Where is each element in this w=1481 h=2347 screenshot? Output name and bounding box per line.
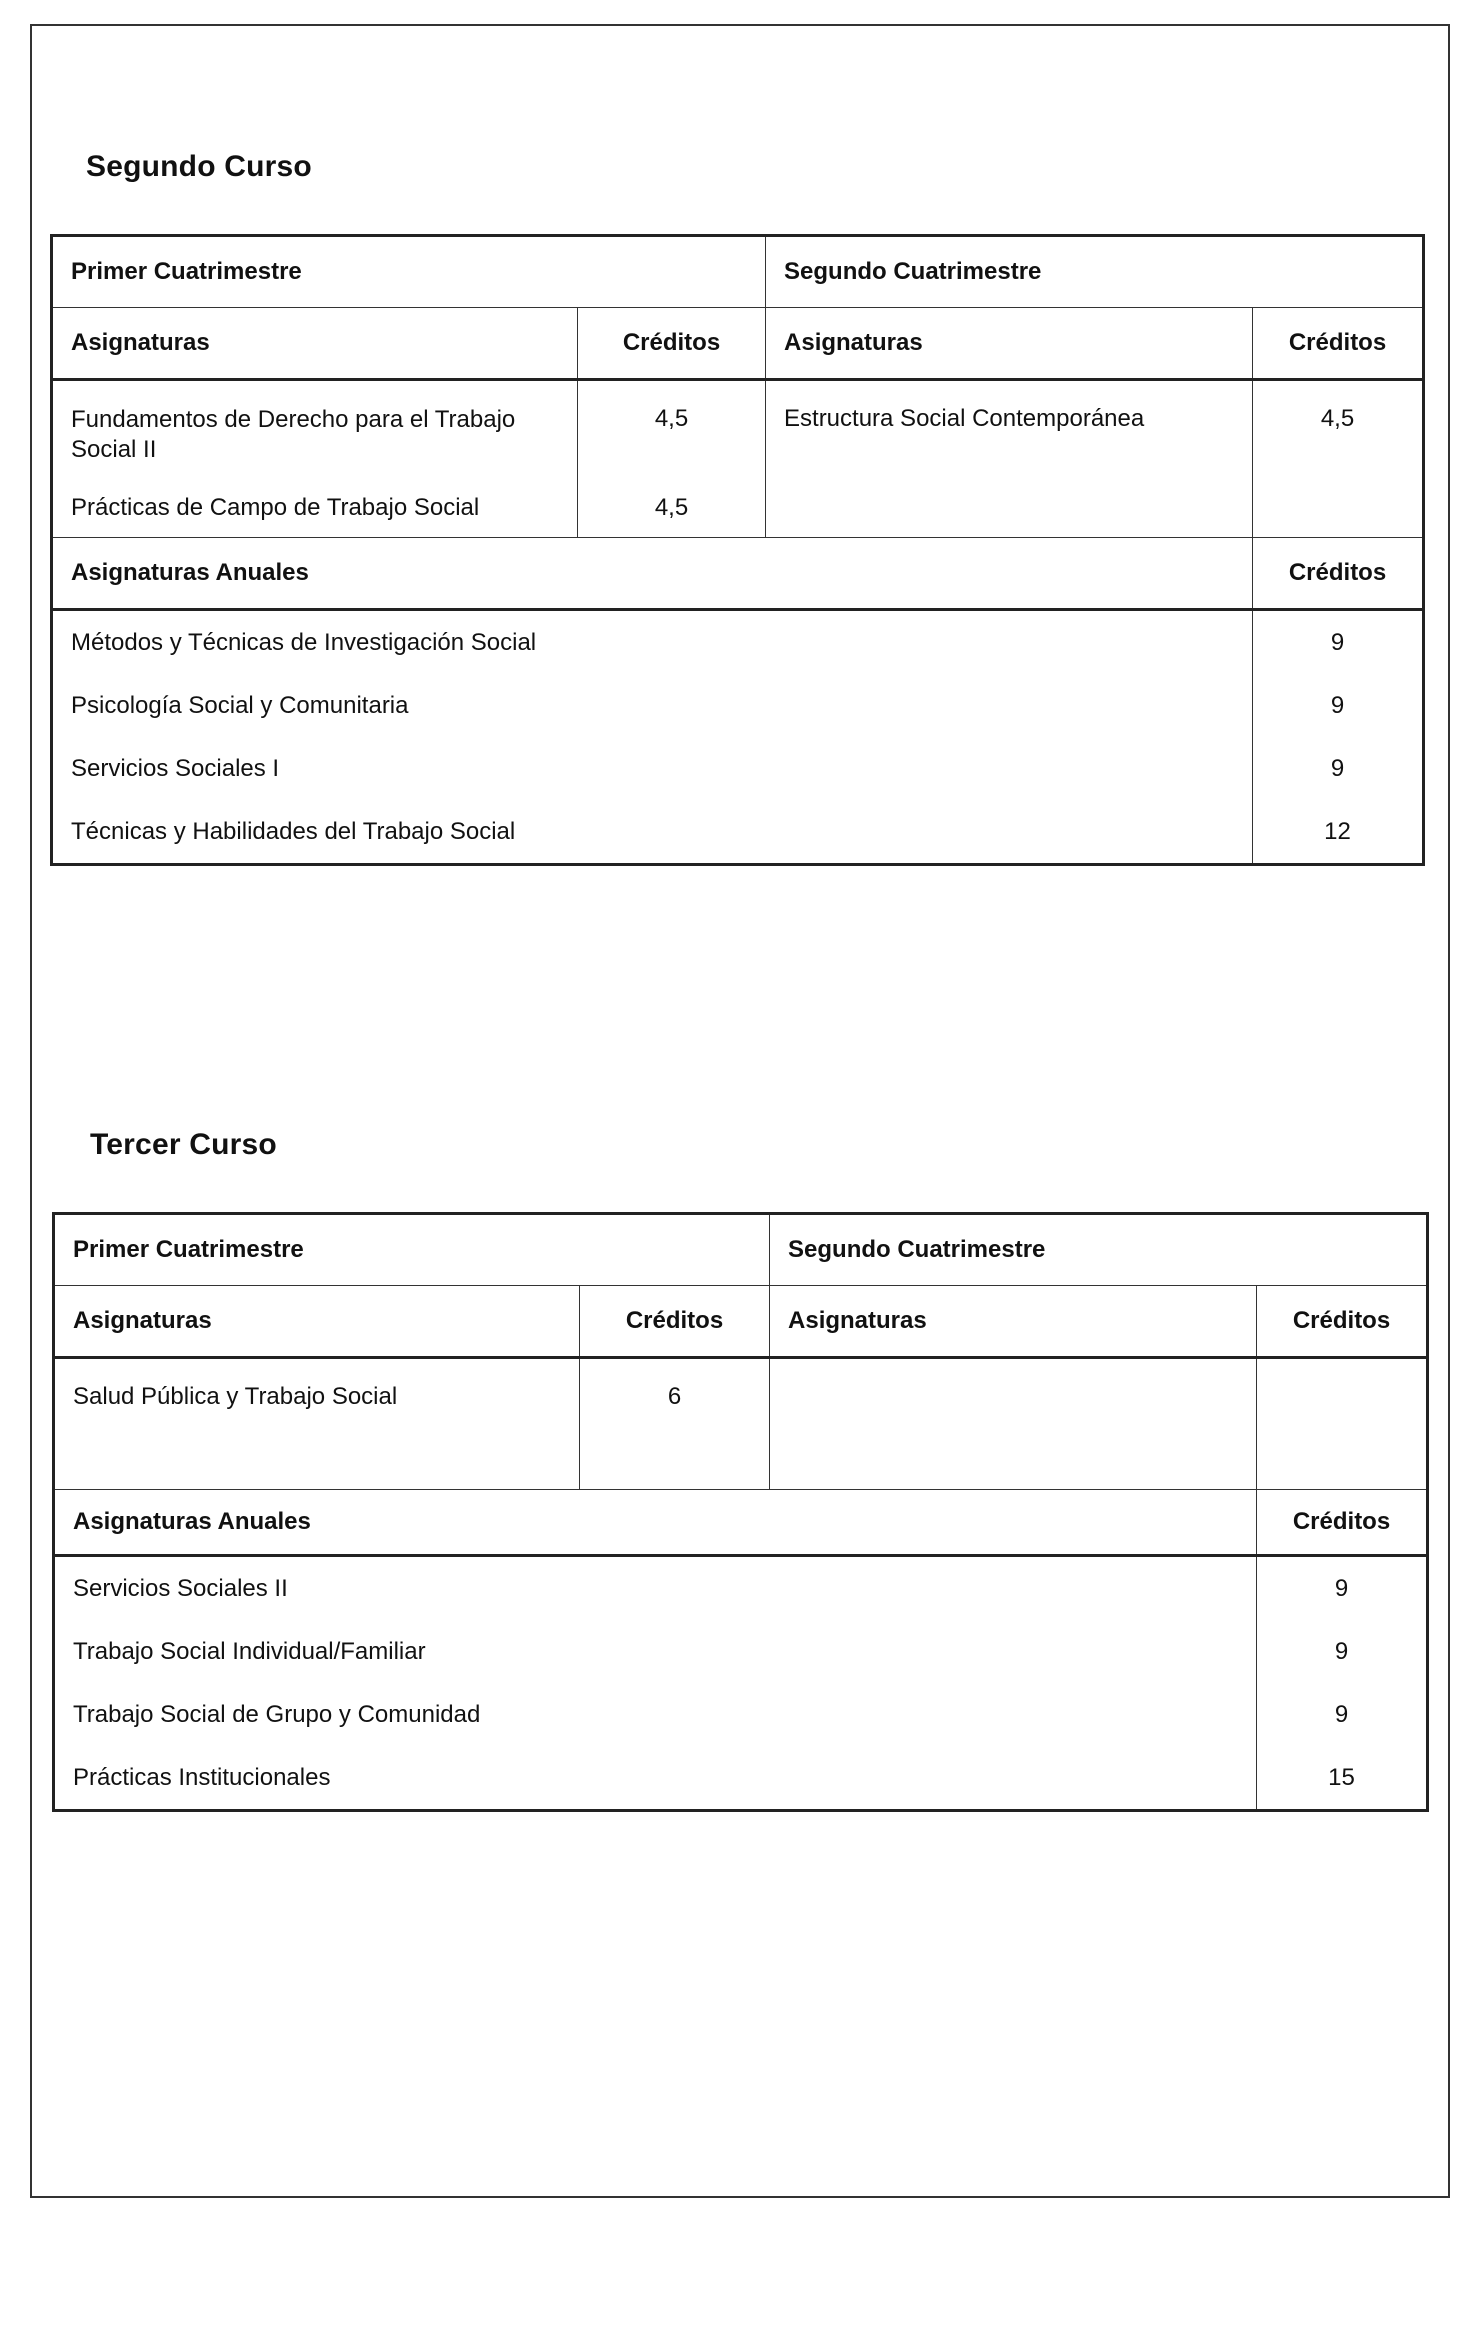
- credits-cell: 9: [1257, 1556, 1428, 1621]
- credits-cell: 4,5: [1253, 380, 1424, 538]
- header-primer-cuatrimestre: Primer Cuatrimestre: [54, 1214, 770, 1286]
- table-segundo-curso: [50, 234, 1425, 866]
- section-title-tercer-curso: Tercer Curso: [90, 1128, 277, 1161]
- header-creditos: Créditos: [1253, 308, 1424, 380]
- header-segundo-cuatrimestre: Segundo Cuatrimestre: [766, 236, 1424, 308]
- header-creditos: Créditos: [1253, 538, 1424, 610]
- subject-cell: Estructura Social Contemporánea: [766, 380, 1253, 538]
- subject-cell: Salud Pública y Trabajo Social: [54, 1358, 580, 1490]
- header-creditos: Créditos: [1257, 1490, 1428, 1556]
- header-asignaturas: Asignaturas: [54, 1286, 580, 1358]
- credits-cell: 6: [580, 1358, 770, 1490]
- header-creditos: Créditos: [1257, 1286, 1428, 1358]
- credits-cell: 4,5: [578, 380, 766, 480]
- header-creditos: Créditos: [578, 308, 766, 380]
- credits-cell: 9: [1257, 1620, 1428, 1683]
- header-asignaturas-anuales: Asignaturas Anuales: [52, 538, 1253, 610]
- credits-cell: 9: [1253, 674, 1424, 737]
- credits-cell: 4,5: [578, 480, 766, 538]
- subject-cell: Prácticas de Campo de Trabajo Social: [52, 480, 578, 538]
- header-asignaturas-anuales: Asignaturas Anuales: [54, 1490, 1257, 1556]
- subject-cell: Técnicas y Habilidades del Trabajo Social: [52, 800, 1253, 865]
- header-segundo-cuatrimestre: Segundo Cuatrimestre: [770, 1214, 1428, 1286]
- subject-cell: Trabajo Social Individual/Familiar: [54, 1620, 1257, 1683]
- credits-cell: 15: [1257, 1746, 1428, 1811]
- header-asignaturas: Asignaturas: [766, 308, 1253, 380]
- header-asignaturas: Asignaturas: [770, 1286, 1257, 1358]
- header-asignaturas: Asignaturas: [52, 308, 578, 380]
- empty-cell: [770, 1358, 1257, 1490]
- subject-cell: Prácticas Institucionales: [54, 1746, 1257, 1811]
- header-primer-cuatrimestre: Primer Cuatrimestre: [52, 236, 766, 308]
- subject-cell: Métodos y Técnicas de Investigación Social: [52, 610, 1253, 675]
- subject-cell: Servicios Sociales I: [52, 737, 1253, 800]
- subject-cell: Psicología Social y Comunitaria: [52, 674, 1253, 737]
- header-creditos: Créditos: [580, 1286, 770, 1358]
- credits-cell: 9: [1253, 737, 1424, 800]
- subject-cell: Trabajo Social de Grupo y Comunidad: [54, 1683, 1257, 1746]
- credits-cell: 12: [1253, 800, 1424, 865]
- empty-cell: [1257, 1358, 1428, 1490]
- section-title-segundo-curso: Segundo Curso: [86, 150, 312, 183]
- credits-cell: 9: [1257, 1683, 1428, 1746]
- subject-cell: Servicios Sociales II: [54, 1556, 1257, 1621]
- table-tercer-curso: [52, 1212, 1429, 1812]
- credits-cell: 9: [1253, 610, 1424, 675]
- subject-cell: Fundamentos de Derecho para el Trabajo Social II: [52, 380, 578, 480]
